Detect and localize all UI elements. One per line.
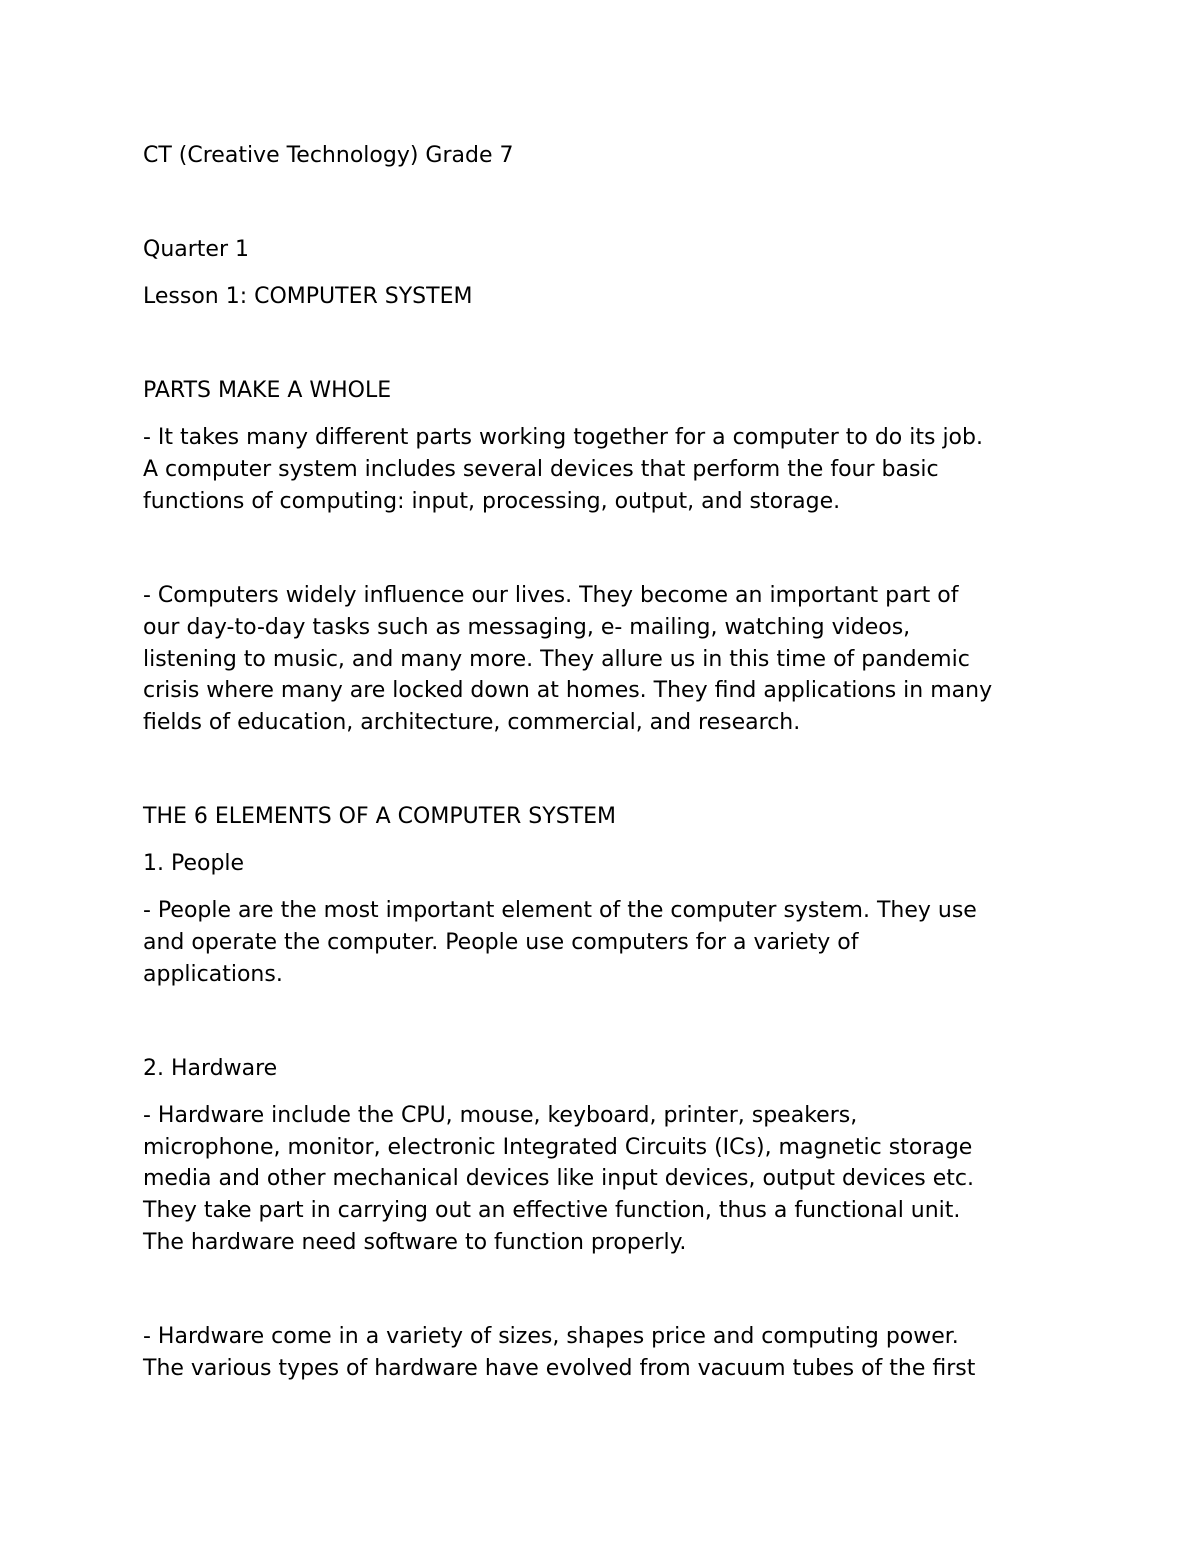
text-line: - It takes many different parts working together for a computer to do its job. — [143, 425, 983, 450]
item-heading-hardware: 2. Hardware — [143, 1056, 278, 1081]
text-line: The hardware need software to function properly. — [143, 1230, 687, 1255]
text-line: A computer system includes several devices that perform the four basic — [143, 457, 939, 482]
text-line: fields of education, architecture, commercial, and research. — [143, 710, 801, 735]
section-heading-parts: PARTS MAKE A WHOLE — [143, 378, 392, 403]
lesson-title: Lesson 1: COMPUTER SYSTEM — [143, 284, 473, 309]
text-line: - Hardware come in a variety of sizes, shapes price and computing power. — [143, 1324, 959, 1349]
text-line: The various types of hardware have evolved from vacuum tubes of the first — [143, 1356, 976, 1381]
text-line: applications. — [143, 962, 283, 987]
text-line: - Computers widely influence our lives. They become an important part of — [143, 583, 959, 608]
text-line: our day-to-day tasks such as messaging, e- mailing, watching videos, — [143, 615, 911, 640]
document-title: CT (Creative Technology) Grade 7 — [143, 143, 514, 168]
text-line: media and other mechanical devices like input devices, output devices etc. — [143, 1166, 974, 1191]
section-heading-elements: THE 6 ELEMENTS OF A COMPUTER SYSTEM — [143, 804, 616, 829]
text-line: microphone, monitor, electronic Integrated Circuits (ICs), magnetic storage — [143, 1135, 973, 1160]
item-heading-people: 1. People — [143, 851, 245, 876]
text-line: They take part in carrying out an effective function, thus a functional unit. — [143, 1198, 961, 1223]
text-line: and operate the computer. People use computers for a variety of — [143, 930, 859, 955]
quarter-label: Quarter 1 — [143, 237, 249, 262]
text-line: listening to music, and many more. They allure us in this time of pandemic — [143, 647, 970, 672]
text-line: functions of computing: input, processing, output, and storage. — [143, 489, 841, 514]
text-line: crisis where many are locked down at homes. They find applications in many — [143, 678, 993, 703]
text-line: - People are the most important element of the computer system. They use — [143, 898, 977, 923]
text-line: - Hardware include the CPU, mouse, keyboard, printer, speakers, — [143, 1103, 858, 1128]
